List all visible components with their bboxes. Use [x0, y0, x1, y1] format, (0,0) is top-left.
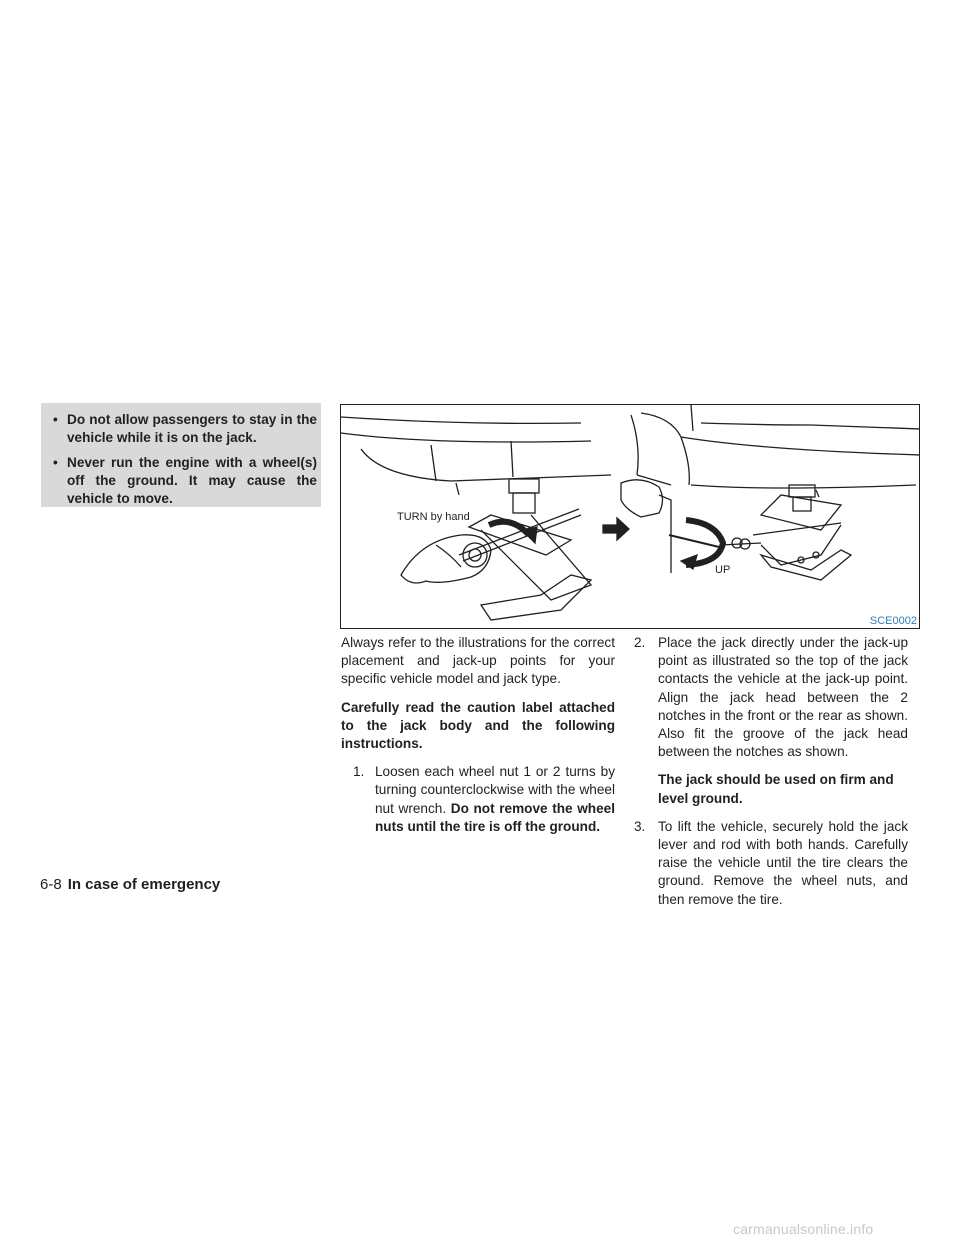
step-3: [634, 818, 908, 909]
caution-paragraph: Carefully read the caution label attached to the jack body and the following instructions.: [341, 699, 615, 752]
step-text: Place the jack directly under the jack-up point as illustrated so the top of the jack contacts the vehicle at the jack-up point. Align the jack head between the 2 notches in the front or the rear as shown. Also fit the groove of the jack head between the notches as shown.: [658, 635, 908, 760]
text-column-left: [341, 634, 615, 846]
step-number: 3.: [634, 818, 646, 834]
step-2-note: The jack should be used on firm and level ground.: [658, 772, 894, 806]
section-title: In case of emergency: [67, 876, 221, 893]
page-footer: [40, 876, 220, 894]
step-text: To lift the vehicle, securely hold the jack lever and rod with both hands. Carefully raise the vehicle until the tire clears the ground. Remove the wheel nuts, and then remove the tire.: [658, 818, 908, 907]
step-number: 2.: [634, 635, 646, 650]
jack-illustration: [340, 404, 920, 629]
intro-paragraph: Always refer to the illustrations for the correct placement and jack-up points for your specific vehicle model and jack type.: [341, 635, 615, 687]
watermark: carmanualsonline.info: [733, 1221, 874, 1237]
warning-box: [41, 403, 321, 507]
figure-code: SCE0002: [869, 615, 917, 627]
step-text: Loosen each wheel nut 1 or 2 turns by turning counterclockwise with the wheel nut wrench.: [375, 764, 615, 816]
turn-by-hand-label: TURN by hand: [397, 511, 470, 523]
warning-item: [47, 454, 317, 508]
warning-text: Never run the engine with a wheel(s) off the ground. It may cause the vehicle to move.: [67, 455, 317, 506]
up-label: UP: [715, 564, 731, 576]
step-2: [634, 634, 908, 761]
jack-drawing: [341, 405, 920, 629]
step-number: 1.: [353, 764, 365, 780]
bullet-icon: •: [53, 455, 58, 470]
bullet-icon: •: [53, 412, 58, 427]
page-number: 6-8: [40, 876, 62, 893]
warning-text: Do not allow passengers to stay in the vehicle while it is on the jack.: [67, 412, 317, 445]
step-1: [341, 763, 615, 836]
step-warning: Do not remove the wheel nuts until the tire is off the ground.: [375, 800, 616, 834]
warning-item: [47, 411, 317, 447]
text-column-right: [634, 634, 908, 919]
